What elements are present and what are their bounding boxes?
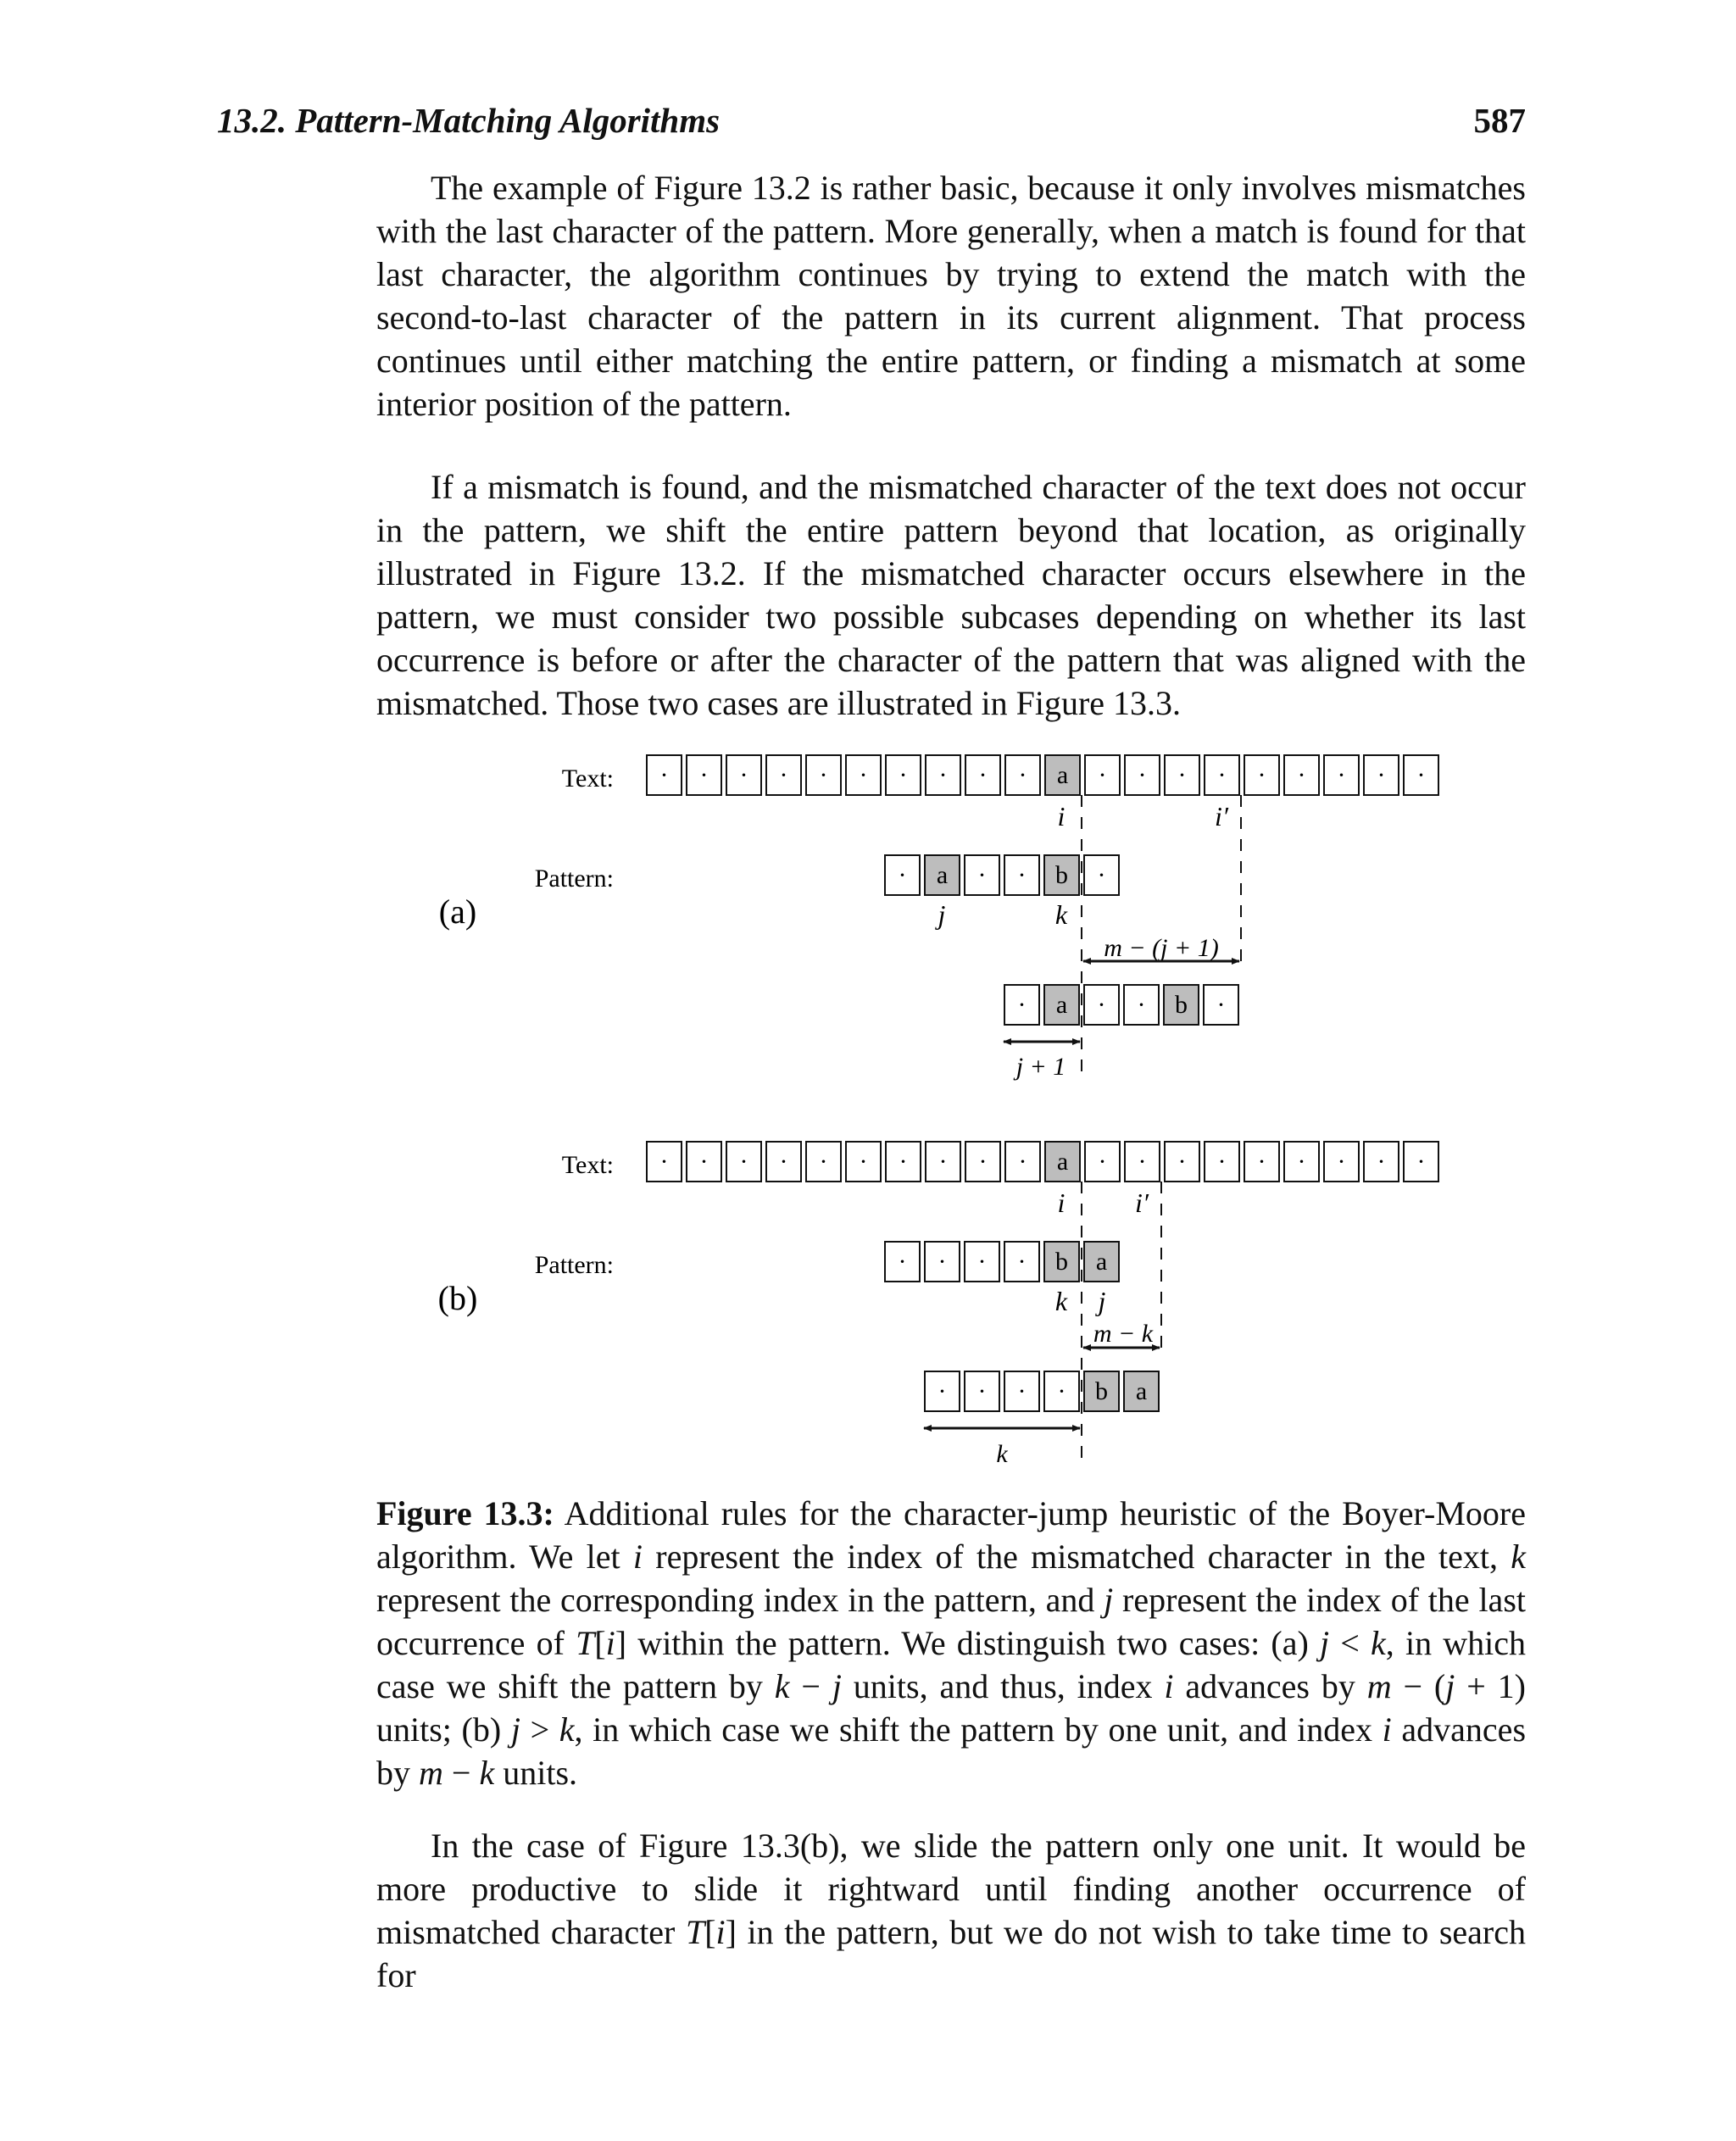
cell-dot: · bbox=[1297, 761, 1306, 789]
cell-dot: · bbox=[1337, 1148, 1346, 1176]
case-label-b: (b) bbox=[437, 1279, 478, 1317]
cell-dot: · bbox=[977, 861, 987, 889]
cell-dot: · bbox=[898, 861, 907, 889]
index-i-prime-b: i′ bbox=[1135, 1187, 1149, 1218]
caption-segment: k bbox=[479, 1754, 495, 1792]
caption-segment: − bbox=[442, 1754, 480, 1792]
index-k-b: k bbox=[1054, 1286, 1068, 1316]
para3-segment: i bbox=[715, 1913, 726, 1951]
caption-segment: [ bbox=[594, 1624, 606, 1662]
caption-segment: represent the corresponding index in the pattern, and bbox=[376, 1581, 1104, 1619]
cell-dot: · bbox=[739, 1148, 748, 1176]
case-label-a: (a) bbox=[438, 893, 477, 931]
cell-dot: · bbox=[1017, 1248, 1027, 1276]
caption-segment: + 1) units; (b) bbox=[376, 1667, 1526, 1749]
text-label-b: Text: bbox=[561, 1151, 614, 1179]
shift-label-b-bottom: k bbox=[996, 1440, 1008, 1468]
cell-dot: · bbox=[1017, 861, 1027, 889]
cell-dot: · bbox=[1018, 761, 1027, 789]
cell-dot: · bbox=[859, 1148, 868, 1176]
text-row-a bbox=[647, 755, 1438, 795]
cell-dot: · bbox=[938, 1377, 947, 1405]
cell-dot: · bbox=[1416, 1148, 1426, 1176]
paragraph-2-text: If a mismatch is found, and the mismatched character of the text does not occur in the pattern, we shift the entire pattern beyond that location, as originally illustrated in Figure 13.2. If the mismatched character occurs elsewhere in the pattern, we must consider two possible subcases depending on whether its last occurrence is before or after the character of the pattern that was aligned with the mismatched. Those two cases are illustrated in Figure 13.3. bbox=[376, 468, 1526, 722]
index-i-a: i bbox=[1057, 801, 1066, 831]
caption-segment: j bbox=[1319, 1624, 1330, 1662]
cell-dot: · bbox=[1017, 991, 1027, 1019]
caption-segment: m bbox=[1366, 1667, 1392, 1705]
index-i-b: i bbox=[1057, 1187, 1066, 1218]
text-row-b bbox=[647, 1142, 1438, 1182]
para3-segment: ] bbox=[725, 1913, 737, 1951]
cell-char-b: b bbox=[1055, 1248, 1068, 1276]
caption-segment: represent the index of the mismatched character in the text, bbox=[643, 1538, 1511, 1576]
cell-dot: · bbox=[899, 1148, 908, 1176]
shift-label-a-top: m − (j + 1) bbox=[1104, 934, 1219, 962]
caption-segment: , in which case we shift the pattern by bbox=[376, 1624, 1527, 1705]
cell-dot: · bbox=[978, 1148, 988, 1176]
cell-dot: · bbox=[659, 761, 669, 789]
paragraph-3 bbox=[376, 1824, 1526, 1997]
cell-dot: · bbox=[1097, 861, 1106, 889]
caption-segment: ] bbox=[615, 1624, 627, 1662]
caption-segment: k bbox=[1371, 1624, 1386, 1662]
caption-segment: > bbox=[520, 1710, 559, 1749]
cell-dot: · bbox=[938, 761, 948, 789]
index-j-a: j bbox=[938, 899, 946, 930]
figure-caption bbox=[376, 1492, 1526, 1794]
pattern-row-b bbox=[885, 1242, 1119, 1282]
cell-dot: · bbox=[1337, 761, 1346, 789]
paragraph-3-text bbox=[376, 1824, 1526, 1997]
cell-dot: · bbox=[1097, 991, 1106, 1019]
cell-char-a: a bbox=[1095, 1248, 1108, 1276]
cell-dot: · bbox=[977, 1248, 987, 1276]
para3-segment: [ bbox=[704, 1913, 716, 1951]
cell-char-b: b bbox=[1175, 991, 1188, 1019]
cell-char-a: a bbox=[1056, 761, 1069, 789]
caption-segment: j bbox=[832, 1667, 842, 1705]
index-k-a: k bbox=[1054, 899, 1068, 930]
cell-dot: · bbox=[1257, 761, 1266, 789]
caption-segment: k bbox=[774, 1667, 790, 1705]
cell-dot: · bbox=[978, 761, 988, 789]
caption-segment: units. bbox=[494, 1754, 578, 1792]
cell-char-b: b bbox=[1055, 861, 1068, 889]
pattern-label-b: Pattern: bbox=[534, 1251, 614, 1279]
caption-segment: k bbox=[1511, 1538, 1526, 1576]
cell-dot: · bbox=[1018, 1148, 1027, 1176]
caption-segment: units, and thus, index bbox=[841, 1667, 1165, 1705]
cell-dot: · bbox=[699, 761, 709, 789]
cell-dot: · bbox=[659, 1148, 669, 1176]
cell-char-a: a bbox=[1135, 1377, 1148, 1405]
cell-dot: · bbox=[1017, 1377, 1027, 1405]
caption-segment: i bbox=[605, 1624, 615, 1662]
cell-dot: · bbox=[779, 1148, 788, 1176]
pattern-row-a bbox=[885, 855, 1119, 895]
section-title: 13.2. Pattern-Matching Algorithms bbox=[217, 101, 721, 140]
cell-dot: · bbox=[1377, 1148, 1386, 1176]
shift-label-b-top: m − k bbox=[1093, 1320, 1154, 1348]
cell-dot: · bbox=[859, 761, 868, 789]
cell-dot: · bbox=[899, 761, 908, 789]
shift-label-a-bottom: j + 1 bbox=[1015, 1053, 1066, 1081]
cell-dot: · bbox=[1297, 1148, 1306, 1176]
cell-dot: · bbox=[977, 1377, 987, 1405]
index-j-b: j bbox=[1098, 1286, 1106, 1316]
cell-dot: · bbox=[1137, 991, 1146, 1019]
caption-segment: Additional rules for the character-jump heuristic of the Boyer-Moore algorithm. We let bbox=[376, 1494, 1526, 1576]
cell-dot: · bbox=[1177, 1148, 1187, 1176]
cell-dot: · bbox=[1416, 761, 1426, 789]
pattern-label-a: Pattern: bbox=[534, 865, 614, 893]
caption-segment: j bbox=[1445, 1667, 1455, 1705]
cell-dot: · bbox=[938, 1248, 947, 1276]
para3-segment: T bbox=[685, 1913, 705, 1951]
cell-char-a: a bbox=[1056, 1148, 1069, 1176]
cell-dot: · bbox=[1057, 1377, 1066, 1405]
cell-dot: · bbox=[699, 1148, 709, 1176]
cell-dot: · bbox=[1217, 1148, 1227, 1176]
caption-segment: < bbox=[1329, 1624, 1372, 1662]
cell-char-a: a bbox=[1055, 991, 1068, 1019]
caption-segment: − ( bbox=[1391, 1667, 1446, 1705]
caption-segment: j bbox=[510, 1710, 520, 1749]
caption-segment: j bbox=[1104, 1581, 1114, 1619]
cell-dot: · bbox=[1377, 761, 1386, 789]
caption-segment: i bbox=[632, 1538, 643, 1576]
caption-segment: within the pattern. We distinguish two cases: (a) bbox=[626, 1624, 1320, 1662]
para3-segment: In the case of Figure 13.3(b), we slide the pattern only one unit. It would be more productive to slide it rightward until finding another occurrence of mismatched character bbox=[376, 1827, 1526, 1951]
para3-segment: in the pattern, but we do not wish to take time to search for bbox=[376, 1913, 1526, 1994]
page-number: 587 bbox=[1473, 101, 1526, 140]
cell-dot: · bbox=[1177, 761, 1187, 789]
cell-dot: · bbox=[1098, 761, 1107, 789]
cell-dot: · bbox=[779, 761, 788, 789]
caption-segment: advances by bbox=[376, 1710, 1527, 1792]
cell-dot: · bbox=[938, 1148, 948, 1176]
cell-dot: · bbox=[739, 761, 748, 789]
caption-label: Figure 13.3: bbox=[376, 1494, 554, 1532]
caption-text bbox=[376, 1494, 1526, 1792]
caption-segment: k bbox=[559, 1710, 575, 1749]
cell-dot: · bbox=[1138, 761, 1147, 789]
caption-segment: T bbox=[576, 1624, 595, 1662]
cell-char-a: a bbox=[936, 861, 949, 889]
cell-dot: · bbox=[819, 761, 828, 789]
caption-segment: advances by bbox=[1173, 1667, 1367, 1705]
caption-segment: i bbox=[1164, 1667, 1174, 1705]
cell-dot: · bbox=[1138, 1148, 1147, 1176]
cell-dot: · bbox=[1217, 761, 1227, 789]
cell-char-b: b bbox=[1095, 1377, 1108, 1405]
cell-dot: · bbox=[1098, 1148, 1107, 1176]
caption-segment: , in which case we shift the pattern by one unit, and index bbox=[574, 1710, 1383, 1749]
cell-dot: · bbox=[1257, 1148, 1266, 1176]
cell-dot: · bbox=[1216, 991, 1226, 1019]
caption-segment: i bbox=[1382, 1710, 1392, 1749]
cell-dot: · bbox=[819, 1148, 828, 1176]
paragraph-1-text: The example of Figure 13.2 is rather basic, because it only involves mismatches with the last character of the pattern. More generally, when a match is found for that last character, the algorithm continues by trying to extend the match with the second-to-last character of the pattern in its current alignment. That process continues until either matching the entire pattern, or finding a mismatch at some interior position of the pattern. bbox=[376, 169, 1526, 423]
cell-dot: · bbox=[898, 1248, 907, 1276]
shifted-row-a bbox=[1004, 985, 1238, 1025]
text-label-a: Text: bbox=[561, 765, 614, 792]
caption-segment: represent the index of the last occurrence of bbox=[376, 1581, 1526, 1662]
caption-segment: m bbox=[419, 1754, 443, 1792]
index-i-prime-a: i′ bbox=[1215, 801, 1228, 831]
shifted-row-b bbox=[925, 1371, 1159, 1411]
caption-segment: − bbox=[789, 1667, 832, 1705]
